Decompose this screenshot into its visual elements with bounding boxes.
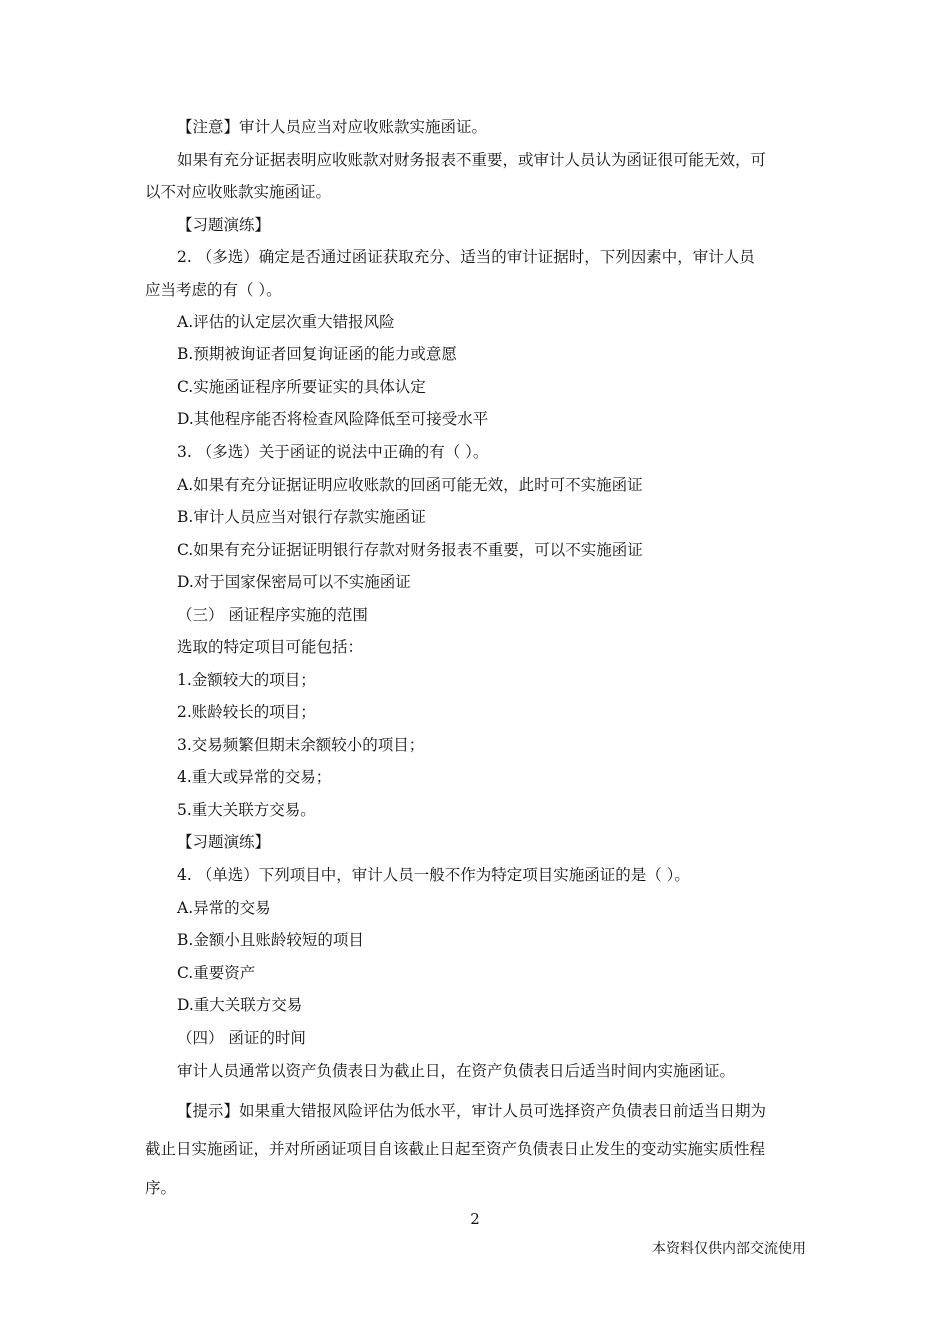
footer-note: 本资料仅供内部交流使用: [652, 1241, 806, 1257]
q4-option-b: B.金额小且账龄较短的项目: [177, 931, 364, 949]
notice-title: 【注意】审计人员应当对应收账款实施函证。: [177, 118, 488, 136]
section-4-body: 审计人员通常以资产负债表日为截止日，在资产负债表日后适当时间内实施函证。: [177, 1062, 736, 1080]
q3-option-d: D.对于国家保密局可以不实施函证: [177, 573, 411, 591]
q4-option-d: D.重大关联方交易: [177, 996, 303, 1014]
question-4: 4. （单选）下列项目中，审计人员一般不作为特定项目实施函证的是（ ）。: [177, 866, 690, 884]
q2-option-d: D.其他程序能否将检查风险降低至可接受水平: [177, 410, 489, 428]
section-3-item-5: 5.重大关联方交易。: [177, 801, 316, 819]
question-2-line1: 2. （多选）确定是否通过函证获取充分、适当的审计证据时，下列因素中，审计人员: [177, 248, 755, 266]
section-3-item-2: 2.账龄较长的项目；: [177, 703, 316, 721]
notice-body-line1: 如果有充分证据表明应收账款对财务报表不重要，或审计人员认为函证很可能无效，可: [177, 151, 767, 169]
section-3-item-1: 1.金额较大的项目；: [177, 671, 316, 689]
question-2-line2: 应当考虑的有（ ）。: [145, 281, 282, 299]
section-3-intro: 选取的特定项目可能包括：: [177, 638, 364, 656]
q2-option-c: C.实施函证程序所要证实的具体认定: [177, 378, 426, 396]
q4-option-c: C.重要资产: [177, 964, 256, 982]
q2-option-b: B.预期被询证者回复询证函的能力或意愿: [177, 345, 457, 363]
question-3: 3. （多选）关于函证的说法中正确的有（ ）。: [177, 443, 489, 461]
tip-line1: 【提示】如果重大错报风险评估为低水平，审计人员可选择资产负债表日前适当日期为: [177, 1102, 767, 1120]
tip-line2: 截止日实施函证，并对所函证项目自该截止日起至资产负债表日止发生的变动实施实质性程: [145, 1140, 766, 1158]
section-3-item-4: 4.重大或异常的交易；: [177, 768, 332, 786]
q3-option-c: C.如果有充分证据证明银行存款对财务报表不重要，可以不实施函证: [177, 541, 643, 559]
q4-option-a: A.异常的交易: [177, 899, 271, 917]
q3-option-a: A.如果有充分证据证明应收账款的回函可能无效，此时可不实施函证: [177, 476, 643, 494]
q3-option-b: B.审计人员应当对银行存款实施函证: [177, 508, 426, 526]
q2-option-a: A.评估的认定层次重大错报风险: [177, 313, 395, 331]
practice-heading-2: 【习题演练】: [177, 833, 271, 851]
practice-heading-1: 【习题演练】: [177, 216, 271, 234]
notice-body-line2: 以不对应收账款实施函证。: [145, 183, 332, 201]
section-3-item-3: 3.交易频繁但期末余额较小的项目；: [177, 736, 425, 754]
section-4-heading: （四） 函证的时间: [177, 1029, 306, 1047]
page-number: 2: [470, 1210, 480, 1228]
tip-line3: 序。: [145, 1179, 177, 1197]
section-3-heading: （三） 函证程序实施的范围: [177, 606, 368, 624]
